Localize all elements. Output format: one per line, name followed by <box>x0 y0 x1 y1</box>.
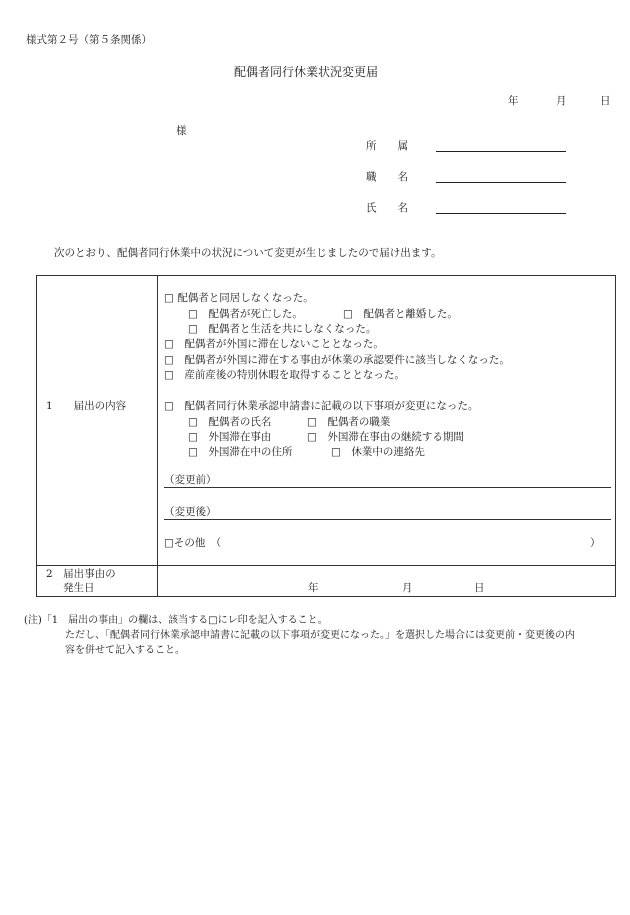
occurrence-date-row <box>37 566 616 597</box>
contents-cell <box>158 276 616 566</box>
before-change-line[interactable] <box>164 487 611 488</box>
note-line-1: (注)「1 届出の事由」の欄は、該当する□にレ印を記入すること。 <box>24 615 328 626</box>
checkbox-not-living-together[interactable]: □ 配偶者と生活を共にしなくなった。 <box>188 323 377 335</box>
occurrence-day-label: 日 <box>474 582 485 594</box>
name-field[interactable] <box>436 213 566 214</box>
checkbox-other[interactable]: □その他 （ <box>164 537 222 549</box>
form-number: 様式第２号（第５条関係） <box>26 34 152 46</box>
contents-row <box>37 276 616 566</box>
checkbox-not-cohabiting[interactable]: □ 配偶者と同居しなくなった。 <box>164 292 314 304</box>
date-year-label: 年 <box>508 95 519 107</box>
checkbox-requirement-unmet[interactable]: □ 配偶者が外国に滞在する事由が休業の承認要件に該当しなくなった。 <box>164 354 510 366</box>
after-change-line[interactable] <box>164 519 611 520</box>
occurrence-label-cell <box>37 566 158 597</box>
notification-table <box>36 275 616 597</box>
checkbox-contact-info[interactable]: □ 休業中の連絡先 <box>331 446 425 458</box>
occurrence-year-label: 年 <box>308 582 319 594</box>
note-line-3: 容を併せて記入すること。 <box>65 645 185 656</box>
checkbox-divorced[interactable]: □ 配偶者と離婚した。 <box>343 308 458 320</box>
position-field[interactable] <box>436 182 566 183</box>
after-change-label: （変更後） <box>164 506 217 518</box>
contents-label: 1 届出の内容 <box>46 400 127 412</box>
occurrence-month-label: 月 <box>402 582 413 594</box>
name-label: 氏 名 <box>366 202 408 214</box>
checkbox-spouse-deceased[interactable]: □ 配偶者が死亡した。 <box>188 308 303 320</box>
page-title: 配偶者同行休業状況変更届 <box>234 65 379 79</box>
checkbox-address-abroad[interactable]: □ 外国滞在中の住所 <box>188 446 293 458</box>
checkbox-stay-reason[interactable]: □ 外国滞在事由 <box>188 431 272 443</box>
date-day-label: 日 <box>600 95 611 107</box>
occurrence-date-cell[interactable] <box>158 566 616 597</box>
intro-text: 次のとおり、配偶者同行休業中の状況について変更が生じましたので届け出ます。 <box>54 247 442 259</box>
checkbox-stay-period[interactable]: □ 外国滞在事由の継続する期間 <box>307 431 464 443</box>
checkbox-spouse-name[interactable]: □ 配偶者の氏名 <box>188 416 272 428</box>
addressee-suffix: 様 <box>176 125 187 137</box>
checkbox-maternity-leave[interactable]: □ 産前産後の特別休暇を取得することとなった。 <box>164 369 405 381</box>
note-line-2: ただし、「配偶者同行休業承認申請書に記載の以下事項が変更になった。」を選択した場合には変更前・変更後の内 <box>65 630 575 641</box>
checkbox-not-abroad[interactable]: □ 配偶者が外国に滞在しないこととなった。 <box>164 338 384 350</box>
position-label: 職 名 <box>366 171 408 183</box>
affiliation-label: 所 属 <box>366 140 408 152</box>
occurrence-label-line1: 2 届出事由の <box>46 568 116 580</box>
contents-label-cell <box>37 276 158 566</box>
affiliation-field[interactable] <box>436 151 566 152</box>
other-close-paren: ） <box>590 537 601 549</box>
occurrence-label-line2: 発生日 <box>63 582 95 594</box>
date-month-label: 月 <box>556 95 567 107</box>
checkbox-spouse-occupation[interactable]: □ 配偶者の職業 <box>307 416 391 428</box>
checkbox-application-changed[interactable]: □ 配偶者同行休業承認申請書に記載の以下事項が変更になった。 <box>164 400 479 412</box>
before-change-label: （変更前） <box>164 474 217 486</box>
